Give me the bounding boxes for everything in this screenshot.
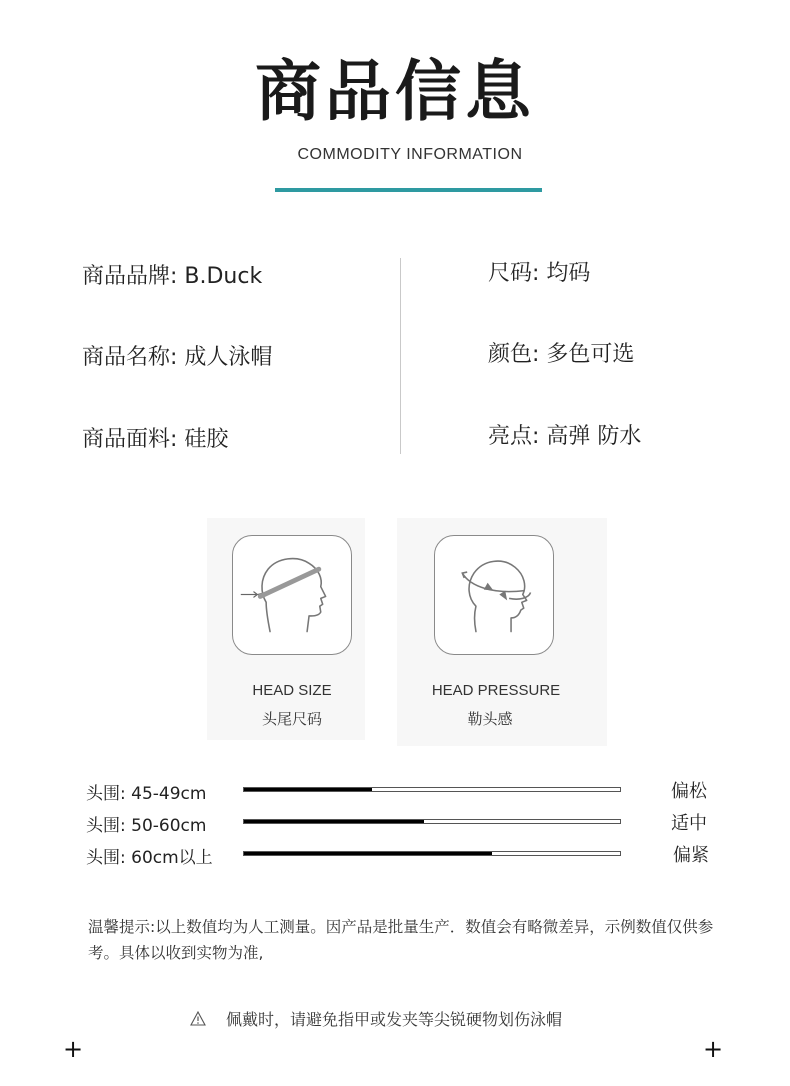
spec-size: 尺码: 均码 [488, 261, 591, 286]
warning-text: 佩戴时，请避免指甲或发夹等尖锐硬物划伤泳帽 [226, 1010, 563, 1029]
fit-row-label: 头围: 45-49cm [86, 784, 207, 804]
fit-row-label: 头围: 50-60cm [86, 816, 207, 836]
fit-row-result: 适中 [671, 813, 707, 834]
fit-bar-fill [244, 820, 424, 823]
corner-plus-left: + [63, 1035, 84, 1063]
head-size-label-en: HEAD SIZE [252, 682, 332, 699]
head-pressure-icon [434, 535, 554, 655]
fit-bar-track [243, 787, 621, 792]
spec-divider [400, 258, 401, 454]
head-size-label-cn: 头尾尺码 [261, 710, 322, 728]
spec-name: 商品名称: 成人泳帽 [82, 345, 273, 370]
fit-row-result: 偏松 [671, 781, 707, 802]
fit-row-result: 偏紧 [673, 845, 709, 866]
fit-bar-fill [244, 852, 492, 855]
spec-color: 颜色: 多色可选 [488, 342, 635, 367]
page-title: 商品信息 [255, 53, 535, 130]
page-subtitle: COMMODITY INFORMATION [297, 146, 523, 163]
spec-highlight: 亮点: 高弹 防水 [488, 424, 642, 449]
fit-bar-track [243, 851, 621, 856]
fit-bar-fill [244, 788, 372, 791]
warning-triangle-icon [190, 1011, 206, 1026]
head-pressure-label-cn: 勒头感 [467, 710, 513, 728]
spec-brand: 商品品牌: B.Duck [82, 264, 263, 289]
warning-line [190, 1007, 562, 1030]
spec-material: 商品面料: 硅胶 [82, 427, 229, 452]
title-underline [275, 188, 542, 192]
head-pressure-label-en: HEAD PRESSURE [431, 682, 561, 699]
head-size-icon [232, 535, 352, 655]
fit-bar-track [243, 819, 621, 824]
measurement-note: 温馨提示:以上数值均为人工测量。因产品是批量生产．数值会有略微差异，示例数值仅供参考。具体以收到实物为准, [88, 918, 714, 962]
corner-plus-right: + [703, 1035, 724, 1063]
fit-row-label: 头围: 60cm以上 [86, 848, 213, 868]
